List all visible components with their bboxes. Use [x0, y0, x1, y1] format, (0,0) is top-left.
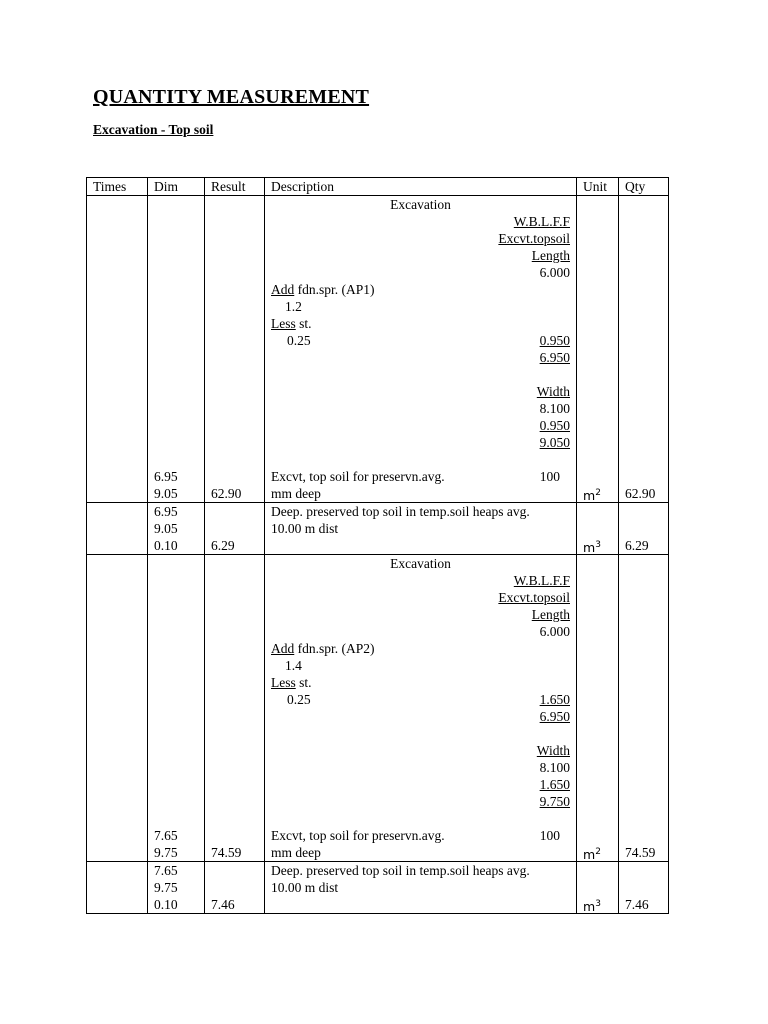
qty-cell	[619, 503, 669, 555]
width-total: 9.750	[539, 794, 570, 809]
unit-cell	[577, 555, 619, 862]
result-cell	[205, 503, 265, 555]
unit-cell	[577, 196, 619, 503]
times-cell	[87, 862, 148, 914]
section-heading: Excavation	[390, 556, 451, 571]
difference-value: 1.650	[539, 692, 570, 707]
description-cell	[265, 555, 577, 862]
header-unit: Unit	[577, 178, 619, 196]
table-row	[87, 196, 669, 503]
add-value: 1.4	[285, 658, 302, 673]
qty-value: 7.46	[625, 897, 649, 912]
description-cell	[265, 503, 577, 555]
dim-cell	[148, 503, 205, 555]
add-description: fdn.spr. (AP1)	[294, 282, 375, 297]
item-description: Deep. preserved top soil in temp.soil heaps avg.	[271, 504, 530, 519]
qty-value: 74.59	[625, 845, 656, 860]
width-add: 0.950	[539, 418, 570, 433]
times-cell	[87, 503, 148, 555]
result-cell	[205, 196, 265, 503]
less-word: Less	[271, 675, 296, 690]
times-cell	[87, 196, 148, 503]
depth-value: 100	[539, 469, 560, 484]
unit-power: 3	[595, 540, 601, 550]
header-result: Result	[205, 178, 265, 196]
section-heading: Excavation	[390, 197, 451, 212]
ref-code: W.B.L.F.F	[513, 214, 570, 229]
dim-value: 9.05	[154, 521, 178, 536]
less-value: 0.25	[287, 692, 311, 707]
unit-power: 3	[595, 899, 601, 909]
item-description-cont: 10.00 m dist	[271, 521, 339, 536]
unit-symbol: m	[583, 847, 596, 862]
header-description: Description	[265, 178, 577, 196]
header-qty: Qty	[619, 178, 669, 196]
width-value: 8.100	[539, 401, 570, 416]
length-value: 6.000	[539, 624, 570, 639]
quantity-table	[86, 177, 669, 914]
section-subtitle: Excavation - Top soil	[93, 122, 214, 137]
add-description: fdn.spr. (AP2)	[294, 641, 375, 656]
header-times: Times	[87, 178, 148, 196]
qty-cell	[619, 555, 669, 862]
width-label: Width	[536, 384, 570, 399]
item-description-cont: mm deep	[271, 486, 321, 501]
result-value: 62.90	[211, 486, 242, 501]
page-title: QUANTITY MEASUREMENT	[93, 86, 370, 108]
dim-value: 9.75	[154, 880, 178, 895]
table-header-row	[87, 178, 669, 196]
ref-item: Excvt.topsoil	[498, 590, 570, 605]
table-row	[87, 555, 669, 862]
add-word: Add	[271, 282, 295, 297]
unit-cell	[577, 503, 619, 555]
ref-item: Excvt.topsoil	[498, 231, 570, 246]
table-row	[87, 862, 669, 914]
length-label: Length	[531, 607, 570, 622]
less-description: st.	[295, 316, 312, 331]
item-description-cont: mm deep	[271, 845, 321, 860]
item-description: Excvt, top soil for preservn.avg.	[271, 469, 445, 484]
result-cell	[205, 862, 265, 914]
dim-value: 9.75	[154, 845, 178, 860]
header-dim: Dim	[148, 178, 205, 196]
dim-cell	[148, 196, 205, 503]
item-description: Deep. preserved top soil in temp.soil heaps avg.	[271, 863, 530, 878]
unit-cell	[577, 862, 619, 914]
item-description-cont: 10.00 m dist	[271, 880, 339, 895]
depth-value: 100	[539, 828, 560, 843]
description-cell	[265, 196, 577, 503]
dim-value: 6.95	[154, 504, 178, 519]
width-total: 9.050	[539, 435, 570, 450]
unit-symbol: m	[583, 488, 596, 503]
length-label: Length	[531, 248, 570, 263]
difference-value: 0.950	[539, 333, 570, 348]
item-description: Excvt, top soil for preservn.avg.	[271, 828, 445, 843]
result-cell	[205, 555, 265, 862]
qty-value: 6.29	[625, 538, 649, 553]
unit-symbol: m	[583, 899, 596, 914]
less-description: st.	[295, 675, 312, 690]
times-cell	[87, 555, 148, 862]
result-value: 7.46	[211, 897, 235, 912]
result-value: 6.29	[211, 538, 235, 553]
description-cell	[265, 862, 577, 914]
less-word: Less	[271, 316, 296, 331]
width-label: Width	[536, 743, 570, 758]
qty-cell	[619, 196, 669, 503]
width-add: 1.650	[539, 777, 570, 792]
length-value: 6.000	[539, 265, 570, 280]
ref-code: W.B.L.F.F	[513, 573, 570, 588]
qty-value: 62.90	[625, 486, 656, 501]
dim-value: 7.65	[154, 863, 178, 878]
unit-power: 2	[595, 488, 601, 498]
less-value: 0.25	[287, 333, 311, 348]
dim-value: 7.65	[154, 828, 178, 843]
length-total: 6.950	[539, 709, 570, 724]
unit-power: 2	[595, 847, 601, 857]
unit-symbol: m	[583, 540, 596, 555]
add-word: Add	[271, 641, 295, 656]
length-total: 6.950	[539, 350, 570, 365]
qty-cell	[619, 862, 669, 914]
width-value: 8.100	[539, 760, 570, 775]
dim-value: 0.10	[154, 538, 178, 553]
dim-cell	[148, 555, 205, 862]
dim-cell	[148, 862, 205, 914]
dim-value: 6.95	[154, 469, 178, 484]
table-row	[87, 503, 669, 555]
dim-value: 9.05	[154, 486, 178, 501]
add-value: 1.2	[285, 299, 302, 314]
result-value: 74.59	[211, 845, 242, 860]
dim-value: 0.10	[154, 897, 178, 912]
